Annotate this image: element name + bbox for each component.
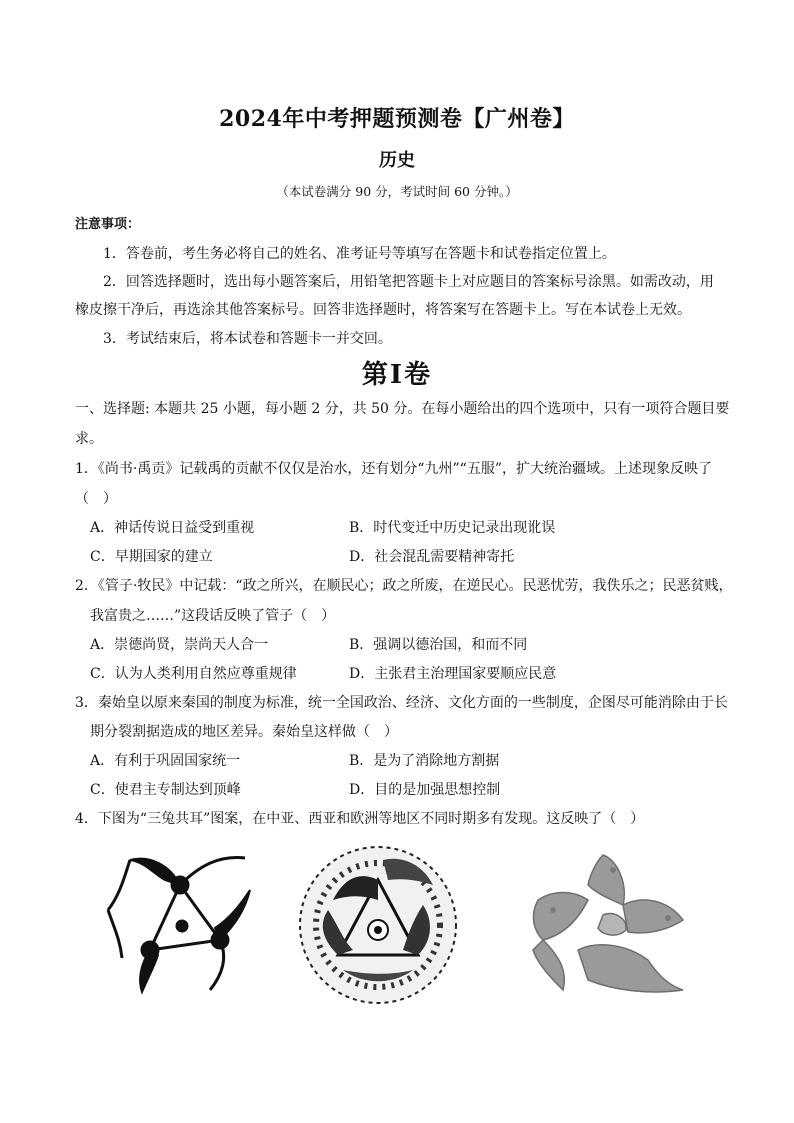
option-d: D．社会混乱需要精神寄托 (349, 549, 515, 565)
option-c: C．使君主专制达到顶峰 (90, 782, 241, 798)
section-title: 第Ⅰ卷 (361, 360, 433, 390)
question-stem: （ ） (75, 491, 117, 507)
question-stem: 4．下图为“三兔共耳”图案，在中亚、西亚和欧洲等地区不同时期多有发现。这反映了（ ） (75, 811, 645, 827)
option-d: D．目的是加强思想控制 (349, 782, 501, 798)
option-a: A．神话传说日益受到重视 (90, 520, 255, 536)
option-a: A．崇德尚贤，崇尚天人合一 (90, 637, 269, 653)
three-rabbits-ornament-image (283, 840, 473, 1005)
part-intro: 求。 (75, 431, 103, 447)
question-stem: 2．《管子·牧民》中记载：“政之所兴，在顺民心；政之所废，在逆民心。民恶忧劳，我佚乐之；民恶贫贱， (75, 578, 733, 594)
question-stem: 期分裂割据造成的地区差异。秦始皇这样做（ ） (90, 724, 398, 740)
question-stem: 3．秦始皇以原来秦国的制度为标准，统一全国政治、经济、文化方面的一些制度，企图尽可能消除由于长 (75, 695, 728, 711)
option-c: C．认为人类利用自然应尊重规律 (90, 666, 297, 682)
three-rabbits-ink-image (100, 840, 260, 995)
option-b: B．时代变迁中历史记录出现讹误 (349, 520, 556, 536)
option-a: A．有利于巩固国家统一 (90, 753, 241, 769)
part-intro: 一、选择题: 本题共 25 小题，每小题 2 分，共 50 分。在每小题给出的四个选项中，只有一项符合题目要 (75, 401, 730, 417)
option-b: B．是为了消除地方割据 (349, 753, 500, 769)
option-d: D．主张君主治理国家要顺应民意 (349, 666, 557, 682)
note-item: 2．回答选择题时，选出每小题答案后，用铅笔把答题卡上对应题目的答案标号涂黑。如需改动，用 (103, 274, 714, 290)
exam-title: 2024年中考押题预测卷【广州卷】 (219, 106, 575, 132)
note-item: 3．考试结束后，将本试卷和答题卡一并交回。 (103, 331, 392, 347)
question-stem: 我富贵之……”这段话反映了管子（ ） (90, 608, 336, 624)
three-rabbits-relief-image (518, 840, 688, 1005)
option-c: C．早期国家的建立 (90, 549, 213, 565)
note-item: 1．答卷前，考生务必将自己的姓名、准考证号等填写在答题卡和试卷指定位置上。 (103, 246, 616, 262)
note-item: 橡皮擦干净后，再选涂其他答案标号。回答非选择题时，将答案写在答题卡上。写在本试卷上无效。 (75, 302, 691, 318)
option-b: B．强调以德治国，和而不同 (349, 637, 528, 653)
notes-title: 注意事项： (75, 217, 141, 232)
score-note: （本试卷满分 90 分，考试时间 60 分钟。） (276, 184, 518, 199)
subject-title: 历史 (379, 150, 415, 171)
question-stem: 1．《尚书·禹贡》记载禹的贡献不仅仅是治水，还有划分“九州”“五服”，扩大统治疆域。上述现象反映了 (75, 461, 712, 477)
